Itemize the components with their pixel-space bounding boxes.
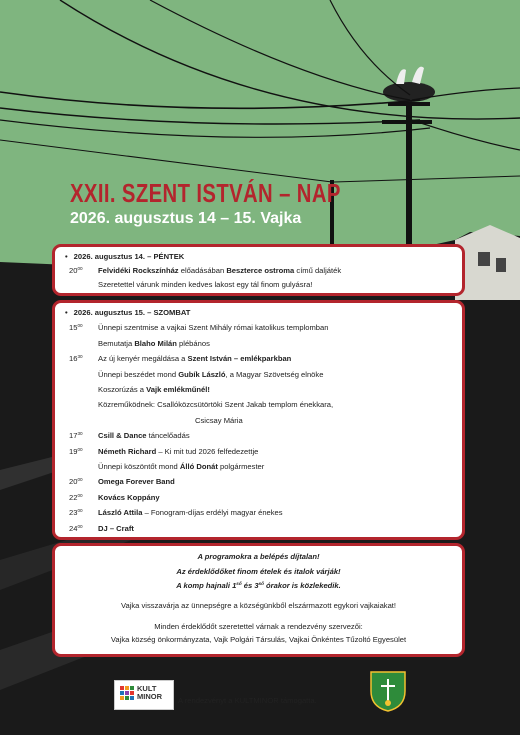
sponsor-note: A rendezvényt a KULTMINOR támogatta. [178,696,317,705]
event-dates-location: 2026. augusztus 14 – 15. Vajka [70,210,302,227]
saturday-day-header: • 2026. augusztus 15. – SZOMBAT [65,308,191,317]
saturday-program-box [52,300,465,540]
kultminor-logo-text: KULT MINOR [137,684,162,701]
food-note: Az érdeklődőket finom ételek és italok várják! [176,567,341,576]
friday-time-0: $20^{00}$ [69,266,83,275]
saturday-program-line-1: Bemutatja Blaho Milán plébános [98,338,210,348]
saturday-program-line-2: Az új kenyér megáldása a Szent István – emlékparkban [98,354,292,364]
saturday-time-7: $17^{30}$ [69,431,83,441]
info-box [52,543,465,657]
saturday-program-line-6: Csicsay Mária [195,415,243,425]
saturday-program-line-13: DJ – Craft [98,523,134,533]
saturday-time-12: $23^{00}$ [69,508,83,518]
saturday-time-11: $22^{00}$ [69,492,83,502]
saturday-program-line-10: Omega Forever Band [98,477,175,487]
saturday-time-2: $16^{30}$ [69,354,83,364]
free-entry-note: A programokra a belépés díjtalan! [197,552,320,561]
organizers-intro: Minden érdeklődőt szeretettel várnak a rendezvény szervezői: [154,622,363,631]
event-title: XXII. SZENT ISTVÁN – NAP [70,178,341,208]
saturday-time-10: $20^{00}$ [69,477,83,487]
friday-program-line-0: Felvidéki Rockszínház előadásában Beszterce ostroma című daljáték [98,266,342,275]
saturday-time-13: $24^{00}$ [69,523,83,533]
saturday-program-line-4: Koszorúzás a Vajk emlékműnél! [98,385,210,394]
saturday-program-line-8: Németh Richard – Ki mit tud 2026 felfedezettje [98,446,259,456]
saturday-time-0: $15^{00}$ [69,323,83,333]
vajka-coat-of-arms-icon [368,669,408,713]
ferry-note: A komp hajnali $1^{ső}$ és $3^{ső}$ órakor is közlekedik. [176,581,341,590]
friday-program-box [52,244,465,296]
organizers-list: Vajka község önkormányzata, Vajk Polgári Társulás, Vajkai Önkéntes Tűzoltó Egyesület [110,635,407,644]
saturday-program-line-3: Ünnepi beszédet mond Gubík László, a Magyar Szövetség elnöke [98,369,324,379]
friday-program-line-1: Szeretettel várunk minden kedves lakost egy tál finom gulyásra! [98,280,313,289]
saturday-time-8: $19^{00}$ [69,446,83,456]
saturday-program-line-5: Közreműködnek: Csallóközcsütörtöki Szent Jakab templom énekkara, [98,400,334,410]
welcome-note: Vajka visszavárja az ünnepségre a községünkből elszármazott egykori vajkaiakat! [120,601,397,610]
saturday-program-line-7: Csill & Dance táncelőadás [98,431,190,441]
saturday-program-line-12: László Attila – Fonogram-díjas erdélyi magyar énekes [98,508,283,518]
saturday-program-line-0: Ünnepi szentmise a vajkai Szent Mihály római katolikus templomban [98,323,329,333]
saturday-program-line-9: Ünnepi köszöntőt mond Álló Donát polgármester [98,462,265,471]
friday-day-header: • 2026. augusztus 14. – PÉNTEK [65,252,185,261]
kultminor-logo [114,680,174,710]
saturday-program-line-11: Kovács Koppány [98,492,160,502]
